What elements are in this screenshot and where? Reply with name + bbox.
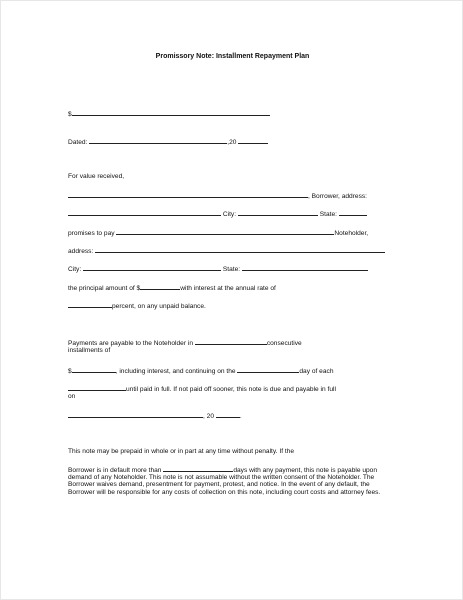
rate-blank[interactable] <box>68 301 112 308</box>
default-text-1: Borrower is in default more than <box>68 467 162 474</box>
city-label: City: <box>222 211 237 218</box>
value-received-line: For value received, <box>68 173 125 180</box>
dated-label: Dated: <box>68 139 88 146</box>
dated-year-label: ,20 <box>227 139 237 146</box>
amount-line <box>68 109 270 119</box>
principal-blank[interactable] <box>140 283 180 290</box>
until-paid-line <box>68 384 336 394</box>
principal-line <box>68 283 276 293</box>
noteholder-city-line <box>68 264 368 274</box>
borrower-state-blank[interactable] <box>339 209 367 216</box>
dated-year-blank[interactable] <box>238 137 268 144</box>
installment-amount-blank[interactable] <box>72 366 116 373</box>
percent-label: percent, on any unpaid balance. <box>112 303 206 310</box>
amount-blank[interactable] <box>72 109 270 116</box>
borrower-address-label: , Borrower, address: <box>308 193 368 200</box>
noteholder-label: Noteholder, <box>334 230 369 237</box>
payment-period-blank[interactable] <box>68 384 126 391</box>
noteholder-name-blank[interactable] <box>116 228 334 235</box>
borrower-street-blank[interactable] <box>68 209 221 216</box>
day-of-each-label: day of each <box>299 368 334 375</box>
noteholder-address-line <box>68 246 385 256</box>
interest-label: with interest at the annual rate of <box>180 285 276 292</box>
state2-label: State: <box>222 266 241 273</box>
principal-label: the principal amount of $ <box>68 285 141 292</box>
city2-label: City: <box>68 266 82 273</box>
due-year-label: , 20 <box>203 413 214 420</box>
borrower-name-blank[interactable] <box>68 191 308 198</box>
due-date-blank[interactable] <box>68 411 203 418</box>
promises-label: promises to pay <box>68 230 115 237</box>
borrower-city-blank[interactable] <box>238 209 318 216</box>
noteholder-address-blank[interactable] <box>95 246 385 253</box>
promises-line <box>68 228 368 238</box>
borrower-line <box>68 191 367 201</box>
default-text-2: days with any payment, this note is payable upon demand of any Noteholder. This note is not assumable without the written consent of the Noteholder. The Borrower waives demand, presentment for payment, protest, and notice. In the event of any default, the Borrower will be responsible for any costs of collection on this note, including court costs and attorney fees. <box>68 467 381 496</box>
installment-dollar: $ <box>68 368 72 375</box>
address-label: address: <box>68 248 94 255</box>
dated-blank[interactable] <box>89 137 227 144</box>
amount-prefix: $ <box>68 111 72 118</box>
on-line: on <box>68 393 76 400</box>
due-year-end: . <box>239 413 242 420</box>
noteholder-state-blank[interactable] <box>242 264 368 271</box>
default-days-blank[interactable] <box>163 466 233 472</box>
consecutive-label: consecutive <box>266 340 302 347</box>
state-label: State: <box>319 211 337 218</box>
noteholder-city-blank[interactable] <box>83 264 221 271</box>
rate-line <box>68 301 206 311</box>
including-label: , including interest, and continuing on the <box>115 368 236 375</box>
default-paragraph <box>68 466 398 496</box>
dated-line <box>68 137 268 147</box>
payment-day-blank[interactable] <box>237 366 299 373</box>
prepaid-line: This note may be prepaid in whole or in part at any time without penalty. If the <box>68 448 295 455</box>
borrower-city-line <box>68 209 367 219</box>
installment-amount-line <box>68 366 333 376</box>
payments-label: Payments are payable to the Noteholder in <box>68 340 193 347</box>
until-paid-label: until paid in full. If not paid off sooner, this note is due and payable in full <box>126 386 336 393</box>
document-title: Promissory Note: Installment Repayment Plan <box>155 53 310 60</box>
installments-count-blank[interactable] <box>195 338 267 345</box>
installments-line: installments of <box>68 347 111 354</box>
due-date-line <box>68 411 242 421</box>
due-year-blank[interactable] <box>216 411 240 418</box>
